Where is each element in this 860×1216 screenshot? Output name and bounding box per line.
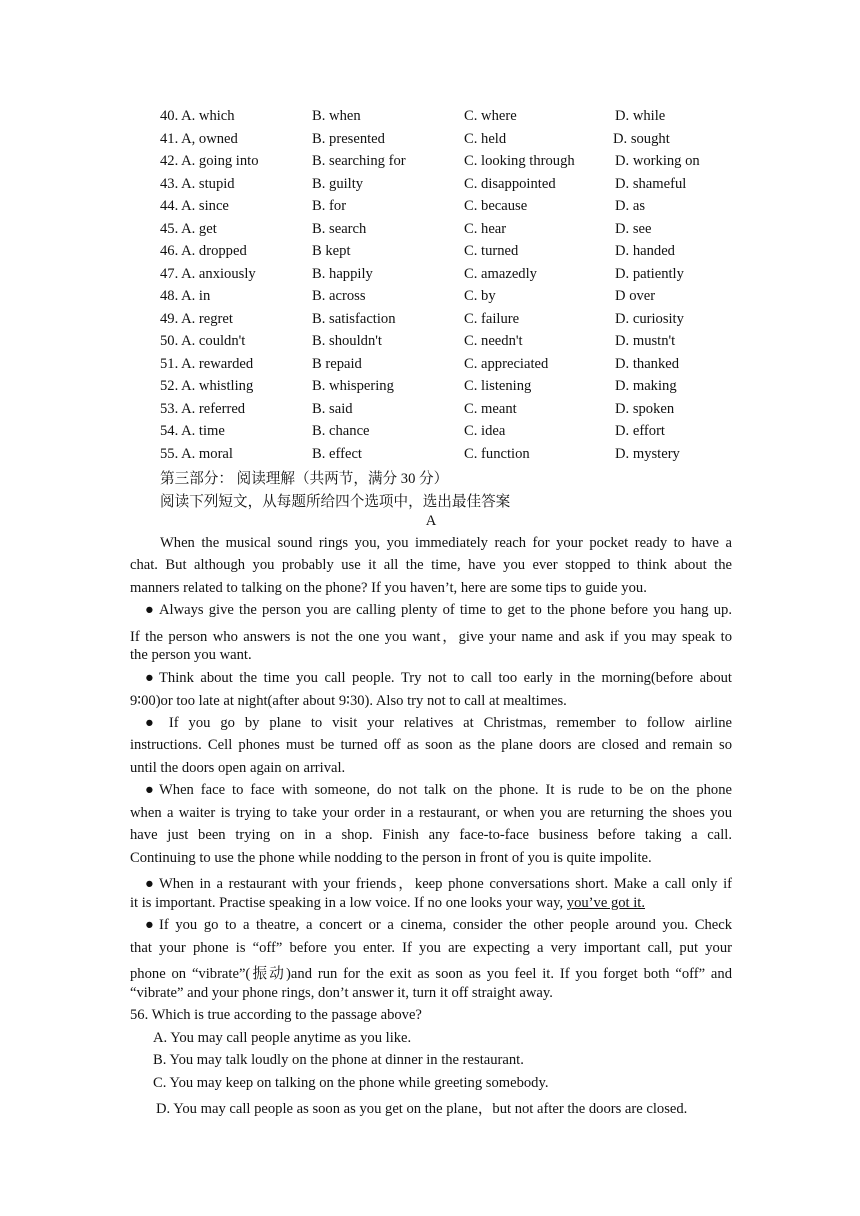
option-c[interactable]: C. function — [464, 445, 530, 462]
bullet-icon: ● — [145, 876, 154, 892]
option-row — [0, 333, 860, 355]
option-c[interactable]: C. hear — [464, 220, 507, 237]
option-row — [0, 153, 860, 175]
option-d[interactable]: D. working on — [615, 153, 700, 169]
option-d[interactable]: D. see — [615, 220, 652, 237]
option-b[interactable]: B. chance — [312, 423, 370, 439]
option-b[interactable]: B repaid — [312, 355, 362, 372]
option-b[interactable]: B. across — [312, 288, 366, 304]
option-b[interactable]: B. happily — [312, 265, 373, 282]
option-c[interactable]: C. meant — [464, 400, 517, 417]
bullet-line: until the doors open again on arrival. — [130, 760, 346, 776]
bullet-line: ● When face to face with someone, do not talk on the phone. It is rude to be on the phone — [145, 782, 732, 798]
bullet-line: have just been trying on in a shop. Finish any face-to-face business before taking a call. — [130, 827, 732, 843]
option-d[interactable]: D. making — [615, 378, 677, 394]
option-a[interactable]: 45. A. get — [160, 220, 217, 237]
option-a[interactable]: 49. A. regret — [160, 310, 233, 327]
bullet-line: If the person who answers is not the one you want，give your name and ask if you may speak to — [130, 629, 732, 645]
passage-label: A — [425, 513, 437, 529]
option-b[interactable]: B. shouldn't — [312, 333, 382, 349]
bullet-line: 9∶00)or too late at night(after about 9∶30). Also try not to call at mealtimes. — [130, 693, 567, 709]
option-row — [0, 108, 860, 130]
option-a[interactable]: 51. A. rewarded — [160, 355, 254, 372]
option-d[interactable]: D over — [615, 288, 656, 304]
option-d[interactable]: D. while — [615, 108, 666, 124]
bullet-icon: ● — [145, 782, 154, 798]
option-a[interactable]: 44. A. since — [160, 198, 229, 214]
question-stem: 56. Which is true according to the passage above? — [130, 1007, 422, 1023]
option-row — [0, 356, 860, 378]
option-a[interactable]: 55. A. moral — [160, 445, 233, 462]
underlined-phrase: you’ve got it. — [566, 895, 646, 911]
bullet-line: the person you want. — [130, 647, 252, 663]
option-b[interactable]: B. for — [312, 198, 347, 214]
section-title: 第三部分： 阅读理解（共两节，满分 30 分） — [160, 471, 449, 487]
option-b[interactable]: B. presented — [312, 130, 385, 147]
option-c[interactable]: C. idea — [464, 423, 506, 439]
p1-line: When the musical sound rings you, you immediately reach for your pocket ready to have a — [160, 535, 732, 551]
option-d[interactable]: D. sought — [613, 130, 670, 147]
bullet-icon: ● — [145, 670, 154, 686]
bullet-line: Continuing to use the phone while nodding to the person in front of you is quite impolite. — [130, 850, 652, 866]
option-row — [0, 288, 860, 310]
p1-line: chat. But although you probably use it all the time, have you ever stopped to think about the — [130, 557, 732, 573]
section-instruction: 阅读下列短文，从每题所给四个选项中，选出最佳答案 — [160, 494, 511, 510]
option-b[interactable]: B. searching for — [312, 153, 406, 169]
option-b[interactable]: B. search — [312, 220, 367, 237]
option-c[interactable]: C. looking through — [464, 153, 575, 169]
option-c[interactable]: C. appreciated — [464, 355, 549, 372]
option-row — [0, 311, 860, 333]
option-c[interactable]: C. needn't — [464, 333, 523, 349]
option-c[interactable]: C. because — [464, 198, 528, 214]
option-row — [0, 401, 860, 423]
option-b[interactable]: B. whispering — [312, 378, 394, 394]
option-row — [0, 198, 860, 220]
option-a[interactable]: 42. A. going into — [160, 153, 259, 169]
option-c[interactable]: C. disappointed — [464, 175, 556, 192]
option-d[interactable]: D. curiosity — [615, 310, 684, 327]
bullet-line: phone on “vibrate”(振动)and run for the exit as soon as you feel it. If you forget both “off” and — [130, 966, 732, 982]
option-d[interactable]: D. spoken — [615, 400, 675, 417]
p1-line: manners related to talking on the phone? If you haven’t, here are some tips to guide you. — [130, 580, 647, 596]
bullet-line: ● If you go by plane to visit your relatives at Christmas, remember to follow airline — [145, 715, 732, 731]
option-a[interactable]: 41. A, owned — [160, 130, 238, 147]
option-b[interactable]: B. guilty — [312, 175, 364, 192]
option-d[interactable]: D. effort — [615, 423, 665, 439]
option-row — [0, 176, 860, 198]
option-a[interactable]: 43. A. stupid — [160, 175, 235, 192]
option-c[interactable]: C. turned — [464, 243, 519, 259]
option-d[interactable]: D. patiently — [615, 265, 684, 282]
option-a[interactable]: 54. A. time — [160, 423, 225, 439]
option-b[interactable]: B kept — [312, 243, 351, 259]
option-d[interactable]: D. mustn't — [615, 333, 676, 349]
option-row — [0, 266, 860, 288]
answer-choice-c[interactable]: C. You may keep on talking on the phone while greeting somebody. — [153, 1075, 549, 1091]
bullet-icon: ● — [145, 602, 154, 618]
option-c[interactable]: C. where — [464, 108, 517, 124]
answer-choice-a[interactable]: A. You may call people anytime as you like. — [153, 1030, 412, 1046]
option-a[interactable]: 40. A. which — [160, 108, 235, 124]
bullet-line: “vibrate” and your phone rings, don’t answer it, turn it off straight away. — [130, 985, 553, 1001]
option-a[interactable]: 48. A. in — [160, 288, 211, 304]
option-a[interactable]: 53. A. referred — [160, 400, 246, 417]
option-b[interactable]: B. satisfaction — [312, 310, 396, 327]
bullet-line: it is important. Practise speaking in a low voice. If no one looks your way, you’ve got it. — [130, 895, 646, 911]
option-a[interactable]: 52. A. whistling — [160, 378, 254, 394]
option-row — [0, 446, 860, 468]
answer-choice-d[interactable]: D. You may call people as soon as you get on the plane，but not after the doors are closed. — [156, 1101, 688, 1117]
option-c[interactable]: C. by — [464, 288, 496, 304]
option-d[interactable]: D. as — [615, 198, 645, 214]
option-a[interactable]: 46. A. dropped — [160, 243, 247, 259]
bullet-line: ● When in a restaurant with your friends，keep phone conversations short. Make a call only if — [145, 876, 732, 892]
option-d[interactable]: D. handed — [615, 243, 675, 259]
option-row — [0, 378, 860, 400]
option-c[interactable]: C. amazedly — [464, 265, 537, 282]
bullet-line: that your phone is “off” before you enter. If you are expecting a very important call, put your — [130, 940, 732, 956]
option-row — [0, 221, 860, 243]
bullet-line: ● Always give the person you are calling plenty of time to get to the phone before you hang up. — [145, 602, 732, 618]
bullet-line: ● Think about the time you call people. Try not to call too early in the morning(before about — [145, 670, 732, 686]
option-d[interactable]: D. mystery — [615, 445, 680, 462]
option-a[interactable]: 50. A. couldn't — [160, 333, 246, 349]
answer-choice-b[interactable]: B. You may talk loudly on the phone at dinner in the restaurant. — [153, 1052, 524, 1068]
option-b[interactable]: B. effect — [312, 445, 362, 462]
bullet-icon: ● — [145, 715, 154, 731]
option-row — [0, 131, 860, 153]
bullet-line: when a waiter is trying to take your order in a restaurant, or when you are returning the shoes you — [130, 805, 732, 821]
option-row — [0, 423, 860, 445]
option-a[interactable]: 47. A. anxiously — [160, 265, 256, 282]
bullet-line: ● If you go to a theatre, a concert or a cinema, consider the other people around you. Check — [145, 917, 732, 933]
bullet-icon: ● — [145, 917, 154, 933]
option-c[interactable]: C. held — [464, 130, 507, 147]
option-d[interactable]: D. shameful — [615, 175, 687, 192]
option-c[interactable]: C. listening — [464, 378, 532, 394]
option-row — [0, 243, 860, 265]
option-b[interactable]: B. said — [312, 400, 353, 417]
option-b[interactable]: B. when — [312, 108, 361, 124]
option-c[interactable]: C. failure — [464, 310, 520, 327]
bullet-line: instructions. Cell phones must be turned off as soon as the plane doors are closed and remain so — [130, 737, 732, 753]
option-d[interactable]: D. thanked — [615, 355, 680, 372]
